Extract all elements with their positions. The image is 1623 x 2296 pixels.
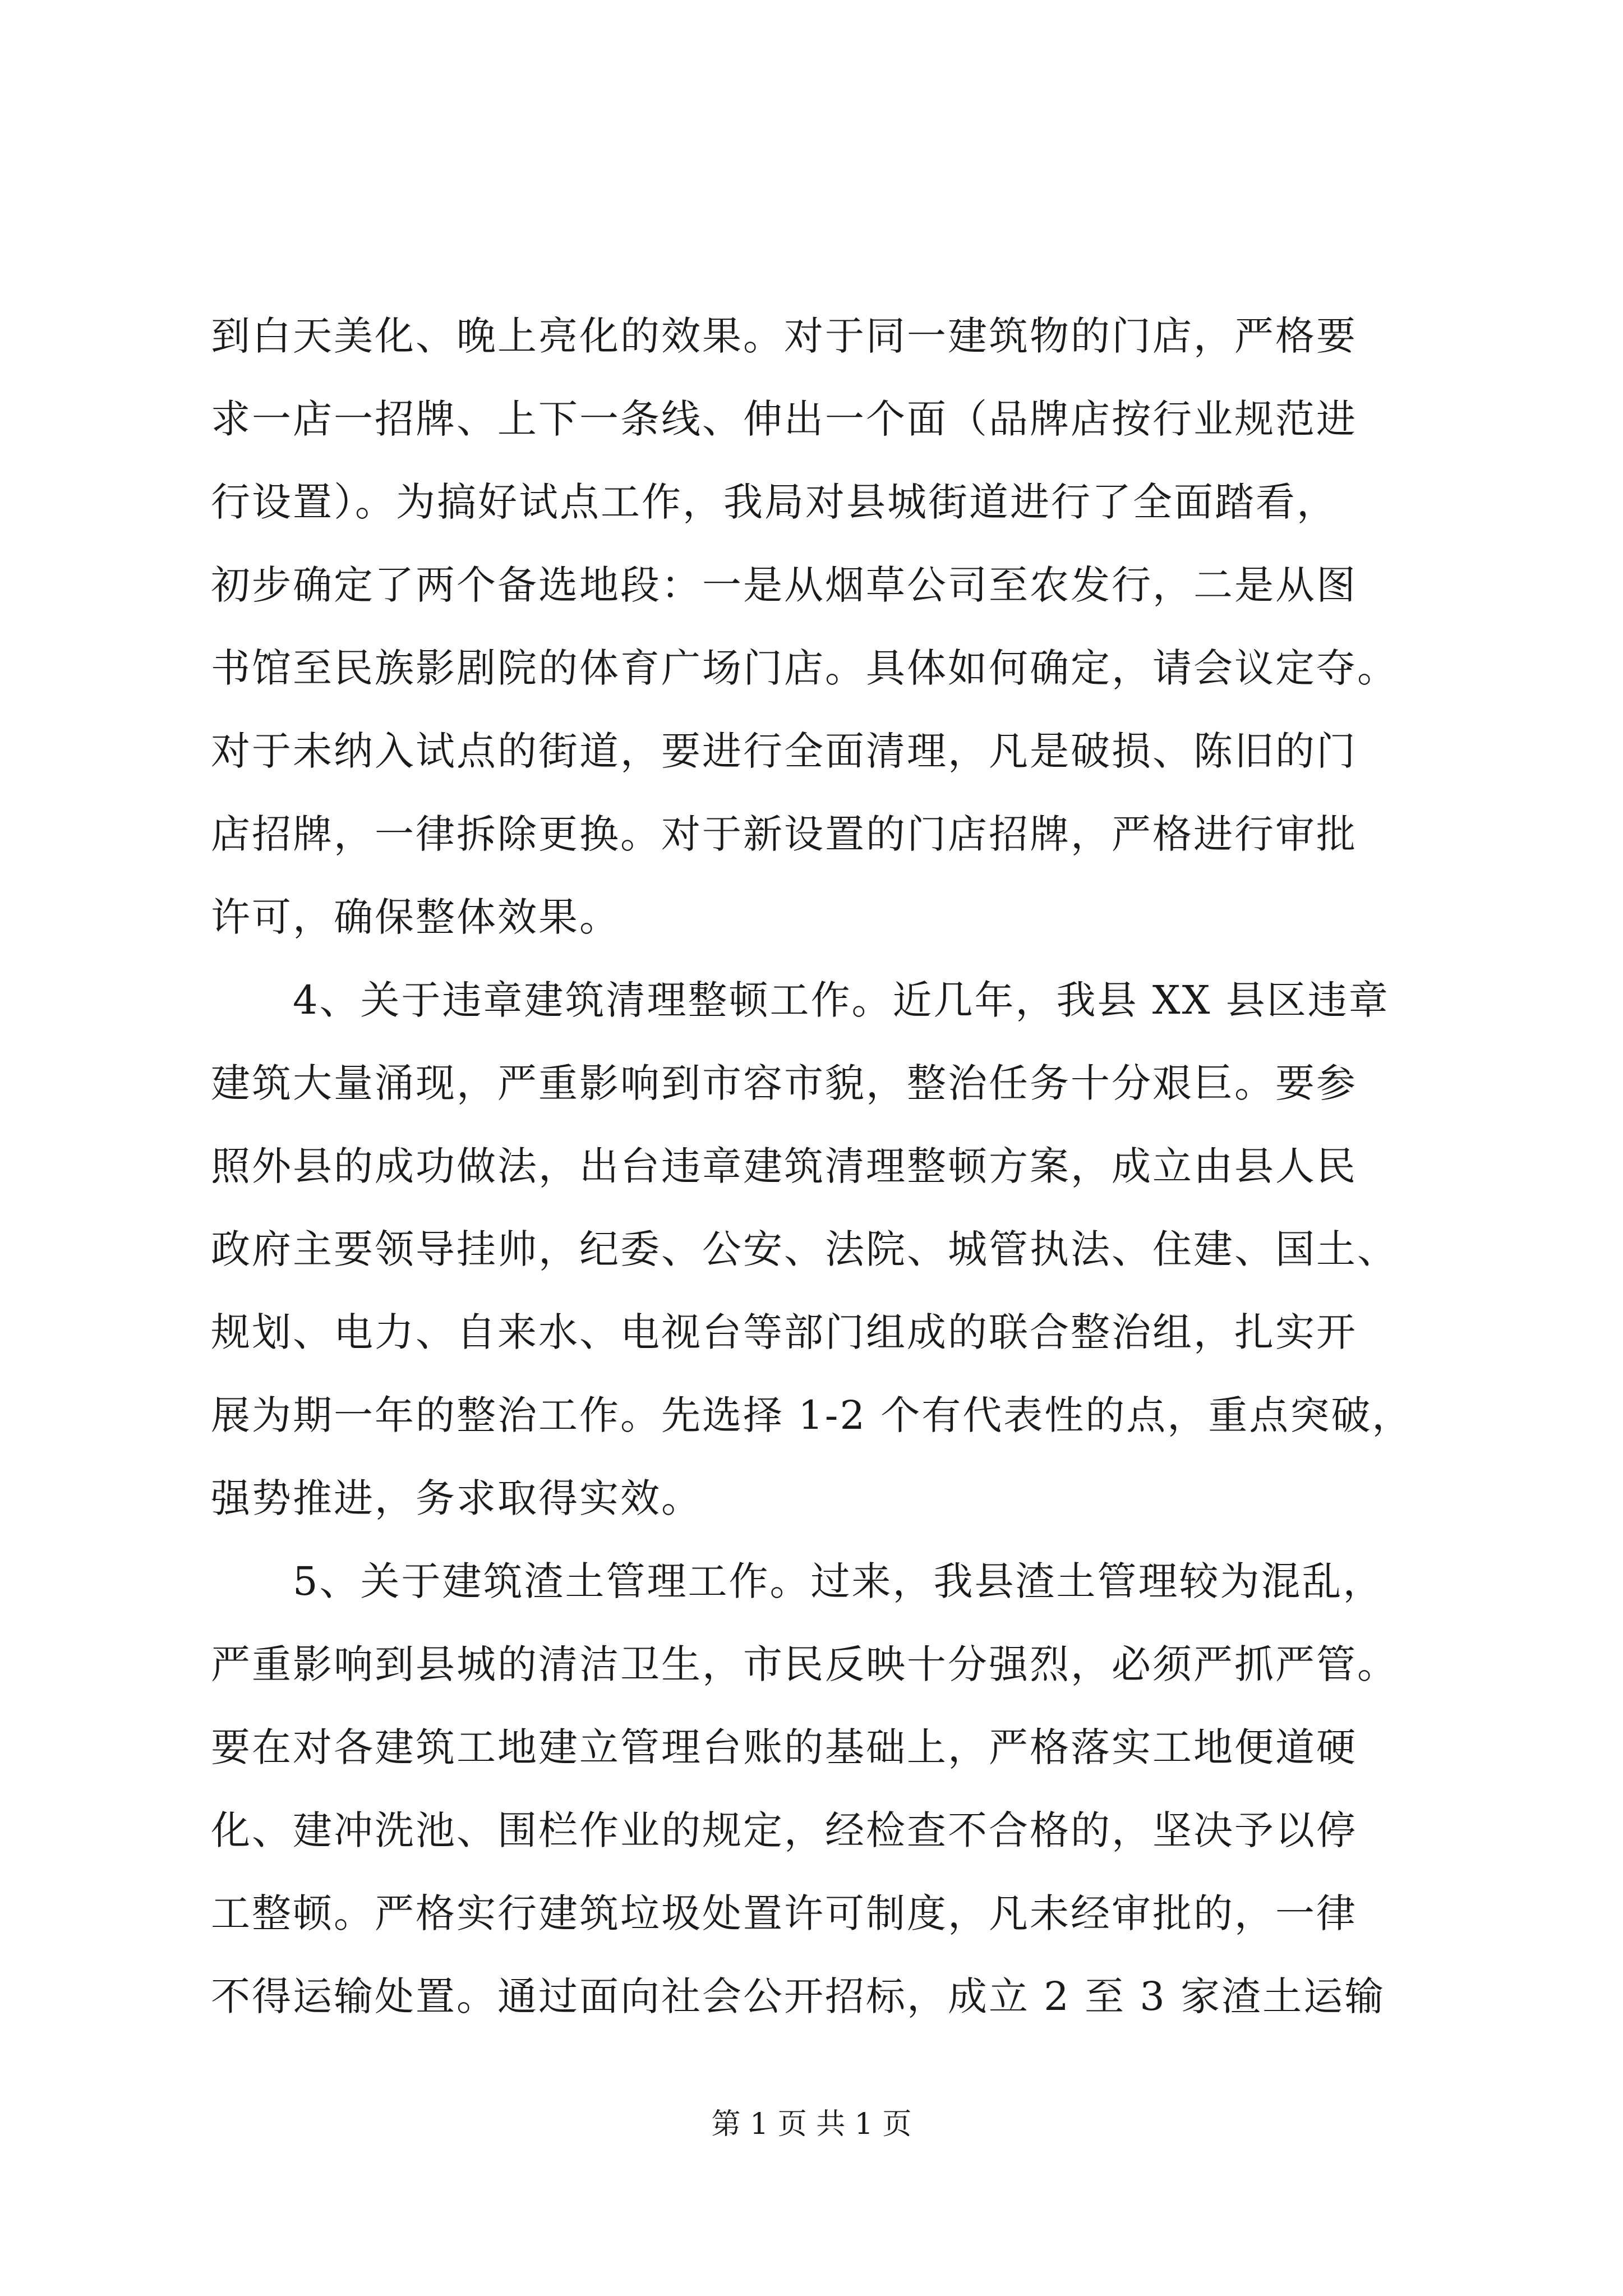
page-footer	[0, 2105, 1623, 2144]
text-line: 工整顿。严格实行建筑垃圾处置许可制度，凡未经审批的，一律	[211, 1890, 1357, 1936]
text-line: 求一店一招牌、上下一条线、伸出一个面（品牌店按行业规范进	[211, 396, 1357, 442]
text-line: 初步确定了两个备选地段：一是从烟草公司至农发行，二是从图	[211, 562, 1357, 608]
text-line: 许可，确保整体效果。	[211, 894, 620, 940]
text-line: 规划、电力、自来水、电视台等部门组成的联合整治组，扎实开	[211, 1309, 1357, 1355]
text-line: 5、关于建筑渣土管理工作。过来，我县渣土管理较为混乱，	[211, 1558, 1384, 1604]
text-line: 店招牌，一律拆除更换。对于新设置的门店招牌，严格进行审批	[211, 811, 1357, 857]
text-line: 对于未纳入试点的街道，要进行全面清理，凡是破损、陈旧的门	[211, 728, 1357, 774]
text-line: 书馆至民族影剧院的体育广场门店。具体如何确定，请会议定夺。	[211, 645, 1398, 691]
text-line: 到白天美化、晚上亮化的效果。对于同一建筑物的门店，严格要	[211, 313, 1357, 359]
text-line: 建筑大量涌现，严重影响到市容市貌，整治任务十分艰巨。要参	[211, 1060, 1357, 1106]
text-line: 照外县的成功做法，出台违章建筑清理整顿方案，成立由县人民	[211, 1143, 1357, 1189]
document-body	[211, 295, 1418, 2038]
text-line: 展为期一年的整治工作。先选择 1-2 个有代表性的点，重点突破，	[211, 1392, 1413, 1438]
text-line: 不得运输处置。通过面向社会公开招标，成立 2 至 3 家渣土运输	[211, 1973, 1386, 2019]
text-line: 要在对各建筑工地建立管理台账的基础上，严格落实工地便道硬	[211, 1724, 1357, 1770]
text-line: 4、关于违章建筑清理整顿工作。近几年，我县 XX 县区违章	[211, 977, 1390, 1023]
text-line: 化、建冲洗池、围栏作业的规定，经检查不合格的，坚决予以停	[211, 1807, 1357, 1853]
text-line: 行设置）。为搞好试点工作，我局对县城街道进行了全面踏看，	[211, 479, 1338, 525]
text-line: 严重影响到县城的清洁卫生，市民反映十分强烈，必须严抓严管。	[211, 1641, 1398, 1687]
text-line: 政府主要领导挂帅，纪委、公安、法院、城管执法、住建、国土、	[211, 1226, 1398, 1272]
page-number-label: 第 1 页 共 1 页	[711, 2108, 912, 2141]
text-line: 强势推进，务求取得实效。	[211, 1475, 702, 1521]
